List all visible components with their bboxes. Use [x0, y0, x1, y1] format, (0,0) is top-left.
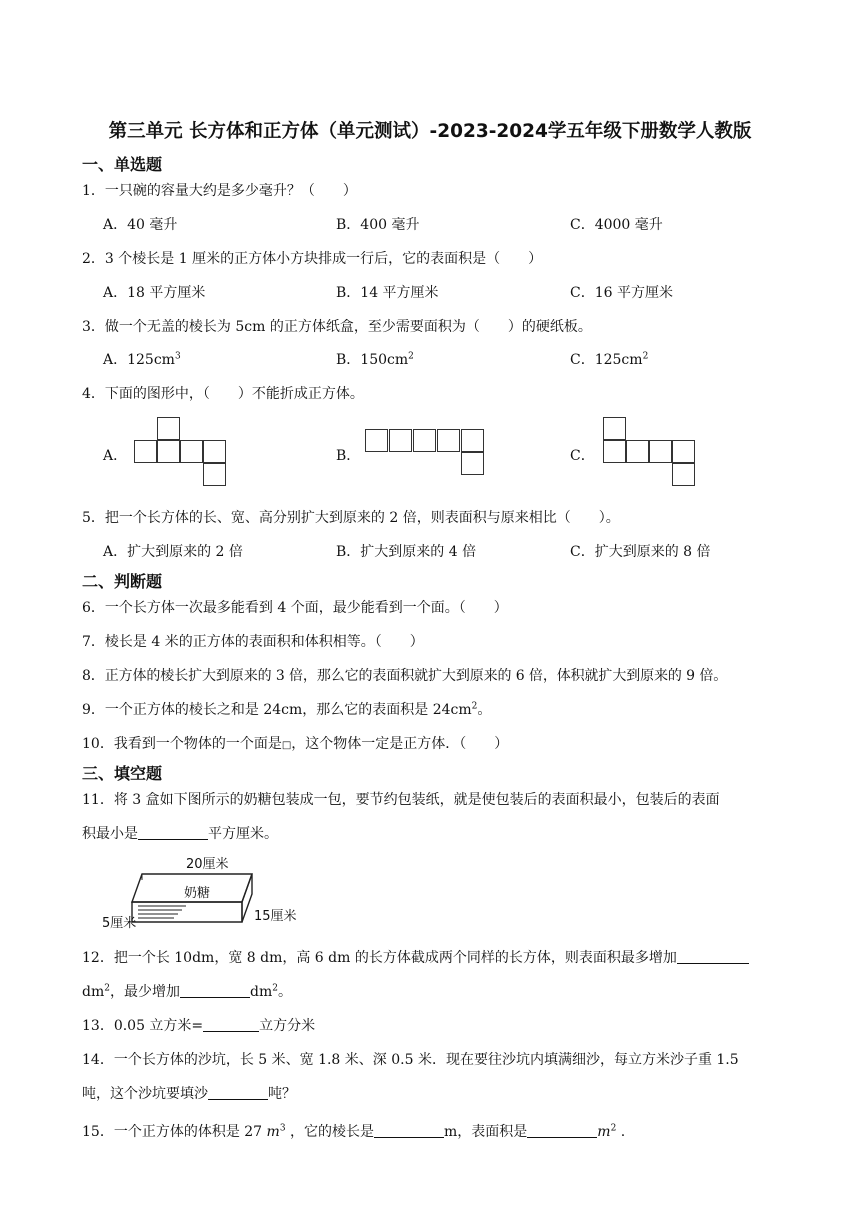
- question-12-line-1: 12．把一个长 10dm，宽 8 dm，高 6 dm 的长方体截成两个同样的长方体，则表面积最多增加: [82, 947, 749, 967]
- q4-option-c-label: C．: [570, 448, 595, 464]
- q1-option-a: A．40 毫升: [103, 217, 178, 233]
- q2-option-b: B．14 平方厘米: [336, 285, 439, 301]
- answer-blank[interactable]: [374, 1123, 444, 1138]
- question-15: 15．一个正方体的体积是 27 $m^3$ ，它的棱长是 m，表面积是 $m^2$ .: [82, 1123, 626, 1140]
- question-2: 2．3 个棱长是 1 厘米的正方体小方块排成一行后，它的表面积是（ ）: [82, 251, 543, 267]
- fig-label-length: 20厘米: [186, 857, 229, 872]
- question-4: 4．下面的图形中，（ ）不能折成正方体。: [82, 386, 364, 402]
- section-heading-fill-blank: 三、填空题: [82, 764, 163, 783]
- question-10: 10．我看到一个物体的一个面是□，这个物体一定是正方体．（ ）: [82, 736, 509, 752]
- q4-net-c: [603, 417, 703, 492]
- fig-label-box: 奶糖: [184, 886, 211, 901]
- section-heading-single-choice: 一、单选题: [82, 155, 163, 174]
- q3-option-a: A．$125cm^3$: [103, 351, 181, 368]
- question-14-line-1: 14．一个长方体的沙坑，长 5 米、宽 1.8 米、深 0.5 米．现在要往沙坑内填满细沙，每立方米沙子重 1.5: [82, 1052, 739, 1068]
- q3-option-b: B．$150cm^2$: [336, 351, 414, 368]
- answer-blank[interactable]: [208, 1085, 268, 1100]
- answer-blank[interactable]: [138, 825, 208, 840]
- q5-option-b: B．扩大到原来的 4 倍: [336, 544, 477, 560]
- q1-option-b: B．400 毫升: [336, 217, 420, 233]
- question-13: 13．0.05 立方米= 立方分米: [82, 1018, 316, 1034]
- question-12-line-2: $dm^2$，最少增加 $dm^2$。: [82, 983, 292, 1000]
- question-11-line-2: 积最小是 平方厘米。: [82, 826, 278, 842]
- question-11-line-1: 11．将 3 盒如下图所示的奶糖包装成一包，要节约包装纸，就是使包装后的表面积最小，包装后的表面: [82, 792, 720, 808]
- answer-blank[interactable]: [677, 949, 749, 964]
- question-9: 9．一个正方体的棱长之和是 24cm，那么它的表面积是 $24cm^2$。: [82, 701, 492, 718]
- section-heading-true-false: 二、判断题: [82, 572, 163, 591]
- q2-option-a: A．18 平方厘米: [103, 285, 206, 301]
- q4-net-a: [134, 417, 234, 492]
- fig-label-height: 5厘米: [102, 916, 137, 931]
- question-3: 3．做一个无盖的棱长为 5cm 的正方体纸盒，至少需要面积为（ ）的硬纸板。: [82, 319, 592, 335]
- question-7: 7．棱长是 4 米的正方体的表面积和体积相等。（ ）: [82, 634, 424, 650]
- answer-blank[interactable]: [203, 1017, 259, 1032]
- q4-net-b: [365, 429, 490, 479]
- q2-option-c: C．16 平方厘米: [570, 285, 673, 301]
- q5-option-a: A．扩大到原来的 2 倍: [103, 544, 243, 560]
- q3-option-c: C．$125cm^2$: [570, 351, 649, 368]
- q5-option-c: C．扩大到原来的 8 倍: [570, 544, 711, 560]
- question-8: 8．正方体的棱长扩大到原来的 3 倍，那么它的表面积就扩大到原来的 6 倍，体积就扩大到原来的 9 倍。: [82, 668, 728, 684]
- question-6: 6．一个长方体一次最多能看到 4 个面，最少能看到一个面。（ ）: [82, 600, 508, 616]
- answer-blank[interactable]: [527, 1123, 597, 1138]
- small-square-symbol: □: [281, 740, 292, 751]
- question-5: 5．把一个长方体的长、宽、高分别扩大到原来的 2 倍，则表面积与原来相比（ ）。: [82, 510, 620, 526]
- question-14-line-2: 吨，这个沙坑要填沙 吨？: [82, 1086, 296, 1102]
- q4-option-b-label: B．: [336, 448, 361, 464]
- q1-option-c: C．4000 毫升: [570, 217, 663, 233]
- question-1: 1．一只碗的容量大约是多少毫升？（ ）: [82, 183, 357, 199]
- answer-blank[interactable]: [180, 983, 250, 998]
- fig-label-width: 15厘米: [254, 909, 297, 924]
- q4-option-a-label: A．: [103, 448, 128, 464]
- page-title: 第三单元 长方体和正方体（单元测试）-2023-2024学五年级下册数学人教版: [108, 121, 752, 142]
